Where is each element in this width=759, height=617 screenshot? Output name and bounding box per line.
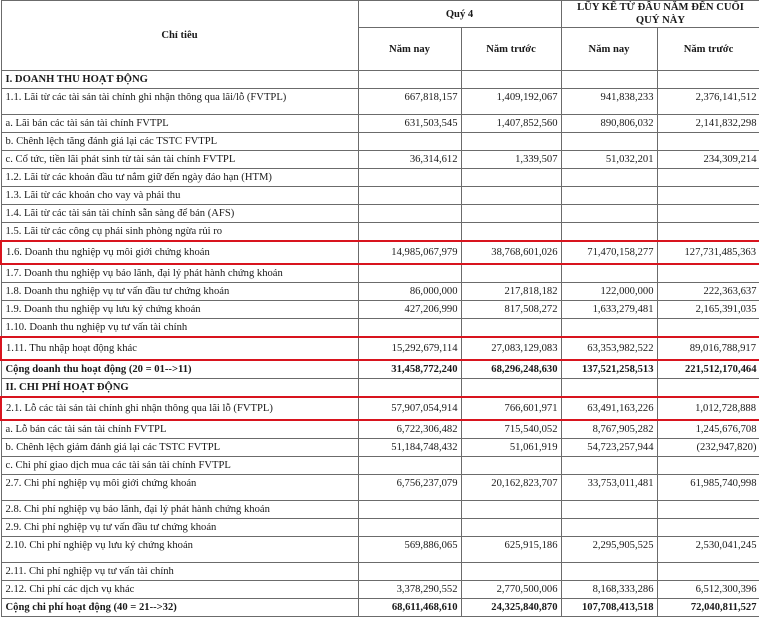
cumulative-this-year-value [561, 205, 657, 223]
row-label: 2.11. Chi phí nghiệp vụ tư vấn tài chính [1, 563, 358, 581]
row-label: a. Lỗ bán các tài sản tài chính FVTPL [1, 420, 358, 439]
cumulative-last-year-value [657, 519, 759, 537]
row-label: 2.1. Lỗ các tài sản tài chính ghi nhận thông qua lãi lỗ (FVTPL) [1, 397, 358, 420]
quarter-last-year-value [461, 519, 561, 537]
quarter-last-year-value: 68,296,248,630 [461, 360, 561, 379]
row-label: 2.10. Chi phí nghiệp vụ lưu ký chứng khoán [1, 537, 358, 563]
cumulative-last-year-value: 127,731,485,363 [657, 241, 759, 264]
quarter-this-year-value: 51,184,748,432 [358, 439, 461, 457]
cumulative-last-year-value [657, 133, 759, 151]
cumulative-last-year-value [657, 457, 759, 475]
table-row [1, 241, 759, 264]
quarter-last-year-value [461, 379, 561, 398]
quarter-this-year-value [358, 501, 461, 519]
quarter-this-year-value: 6,756,237,079 [358, 475, 461, 501]
table-row [1, 457, 759, 475]
quarter-last-year-value: 27,083,129,083 [461, 337, 561, 360]
quarter-this-year-value: 86,000,000 [358, 283, 461, 301]
quarter-this-year-value: 427,206,990 [358, 301, 461, 319]
cumulative-last-year-value: 234,309,214 [657, 151, 759, 169]
row-label: 1.4. Lãi từ các tài sản tài chính sẵn sàng để bán (AFS) [1, 205, 358, 223]
row-label: 2.7. Chi phí nghiệp vụ môi giới chứng khoán [1, 475, 358, 501]
cumulative-this-year-value: 63,353,982,522 [561, 337, 657, 360]
quarter-last-year-value: 51,061,919 [461, 439, 561, 457]
quarter-this-year-value [358, 71, 461, 89]
table-row [1, 475, 759, 501]
cumulative-this-year-value [561, 319, 657, 338]
cumulative-this-year-value: 63,491,163,226 [561, 397, 657, 420]
header-quarter-this-year: Năm nay [358, 28, 461, 71]
table-row [1, 501, 759, 519]
quarter-last-year-value: 715,540,052 [461, 420, 561, 439]
total-row [1, 360, 759, 379]
table-row [1, 89, 759, 115]
cumulative-last-year-value [657, 223, 759, 242]
quarter-this-year-value [358, 379, 461, 398]
quarter-last-year-value: 625,915,186 [461, 537, 561, 563]
cumulative-last-year-value [657, 169, 759, 187]
row-label: 1.6. Doanh thu nghiệp vụ môi giới chứng khoán [1, 241, 358, 264]
table-row [1, 264, 759, 283]
row-label: c. Chi phí giao dịch mua các tài sản tài chính FVTPL [1, 457, 358, 475]
row-label: 1.11. Thu nhập hoạt động khác [1, 337, 358, 360]
row-label: Cộng doanh thu hoạt động (20 = 01-->11) [1, 360, 358, 379]
row-label: b. Chênh lệch giảm đánh giá lại các TSTC FVTPL [1, 439, 358, 457]
row-label: I. DOANH THU HOẠT ĐỘNG [1, 71, 358, 89]
row-label: 2.12. Chi phí các dịch vụ khác [1, 581, 358, 599]
quarter-this-year-value: 57,907,054,914 [358, 397, 461, 420]
table-row [1, 537, 759, 563]
row-label: 1.9. Doanh thu nghiệp vụ lưu ký chứng khoán [1, 301, 358, 319]
quarter-last-year-value [461, 187, 561, 205]
quarter-last-year-value [461, 457, 561, 475]
row-label: a. Lãi bán các tài sản tài chính FVTPL [1, 115, 358, 133]
table-row [1, 301, 759, 319]
row-label: 1.10. Doanh thu nghiệp vụ tư vấn tài chính [1, 319, 358, 338]
cumulative-last-year-value [657, 563, 759, 581]
cumulative-this-year-value [561, 519, 657, 537]
quarter-this-year-value: 68,611,468,610 [358, 599, 461, 617]
quarter-last-year-value: 766,601,971 [461, 397, 561, 420]
header-cumulative-this-year: Năm nay [561, 28, 657, 71]
cumulative-last-year-value: 1,245,676,708 [657, 420, 759, 439]
cumulative-this-year-value: 1,633,279,481 [561, 301, 657, 319]
quarter-this-year-value [358, 264, 461, 283]
row-label: 1.3. Lãi từ các khoản cho vay và phải thu [1, 187, 358, 205]
cumulative-last-year-value: (232,947,820) [657, 439, 759, 457]
quarter-this-year-value: 569,886,065 [358, 537, 461, 563]
quarter-last-year-value: 1,339,507 [461, 151, 561, 169]
cumulative-this-year-value: 890,806,032 [561, 115, 657, 133]
quarter-last-year-value: 1,409,192,067 [461, 89, 561, 115]
cumulative-last-year-value: 221,512,170,464 [657, 360, 759, 379]
section-header-row [1, 71, 759, 89]
row-label: 1.8. Doanh thu nghiệp vụ tư vấn đầu tư chứng khoán [1, 283, 358, 301]
quarter-this-year-value [358, 519, 461, 537]
quarter-last-year-value [461, 264, 561, 283]
cumulative-this-year-value [561, 169, 657, 187]
cumulative-this-year-value: 137,521,258,513 [561, 360, 657, 379]
quarter-last-year-value: 24,325,840,870 [461, 599, 561, 617]
quarter-last-year-value: 817,508,272 [461, 301, 561, 319]
quarter-last-year-value [461, 563, 561, 581]
cumulative-last-year-value: 222,363,637 [657, 283, 759, 301]
quarter-this-year-value [358, 205, 461, 223]
table-row [1, 319, 759, 338]
cumulative-last-year-value [657, 319, 759, 338]
table-row [1, 169, 759, 187]
table-row [1, 337, 759, 360]
header-quarter: Quý 4 [358, 1, 561, 28]
cumulative-this-year-value [561, 71, 657, 89]
table-row [1, 439, 759, 457]
cumulative-this-year-value: 8,767,905,282 [561, 420, 657, 439]
cumulative-last-year-value [657, 264, 759, 283]
header-cumulative-last-year: Năm trước [657, 28, 759, 71]
quarter-this-year-value [358, 563, 461, 581]
cumulative-this-year-value: 122,000,000 [561, 283, 657, 301]
cumulative-last-year-value: 6,512,300,396 [657, 581, 759, 599]
quarter-this-year-value: 667,818,157 [358, 89, 461, 115]
table-row [1, 581, 759, 599]
cumulative-last-year-value [657, 501, 759, 519]
quarter-this-year-value [358, 169, 461, 187]
quarter-this-year-value: 6,722,306,482 [358, 420, 461, 439]
row-label: 1.2. Lãi từ các khoản đầu tư nắm giữ đến ngày đáo hạn (HTM) [1, 169, 358, 187]
row-label: 2.8. Chi phí nghiệp vụ bảo lãnh, đại lý phát hành chứng khoán [1, 501, 358, 519]
cumulative-last-year-value [657, 205, 759, 223]
cumulative-this-year-value: 2,295,905,525 [561, 537, 657, 563]
row-label: c. Cổ tức, tiền lãi phát sinh từ tài sản tài chính FVTPL [1, 151, 358, 169]
cumulative-this-year-value [561, 501, 657, 519]
row-label: 2.9. Chi phí nghiệp vụ tư vấn đầu tư chứng khoán [1, 519, 358, 537]
total-row [1, 599, 759, 617]
quarter-last-year-value: 38,768,601,026 [461, 241, 561, 264]
row-label: b. Chênh lệch tăng đánh giá lại các TSTC FVTPL [1, 133, 358, 151]
table-row [1, 187, 759, 205]
cumulative-last-year-value: 89,016,788,917 [657, 337, 759, 360]
row-label: Cộng chi phí hoạt động (40 = 21-->32) [1, 599, 358, 617]
cumulative-last-year-value: 2,376,141,512 [657, 89, 759, 115]
table-row [1, 397, 759, 420]
cumulative-last-year-value [657, 187, 759, 205]
cumulative-last-year-value [657, 71, 759, 89]
quarter-last-year-value: 20,162,823,707 [461, 475, 561, 501]
cumulative-last-year-value: 61,985,740,998 [657, 475, 759, 501]
cumulative-last-year-value: 72,040,811,527 [657, 599, 759, 617]
quarter-this-year-value: 31,458,772,240 [358, 360, 461, 379]
header-cumulative: LŨY KẾ TỪ ĐẦU NĂM ĐẾN CUỐI QUÝ NÀY [561, 1, 759, 28]
quarter-last-year-value [461, 319, 561, 338]
quarter-this-year-value [358, 187, 461, 205]
header-indicator: Chỉ tiêu [1, 1, 358, 71]
section-header-row [1, 379, 759, 398]
quarter-last-year-value [461, 169, 561, 187]
cumulative-this-year-value [561, 563, 657, 581]
quarter-this-year-value [358, 133, 461, 151]
cumulative-this-year-value [561, 457, 657, 475]
quarter-last-year-value: 2,770,500,006 [461, 581, 561, 599]
cumulative-this-year-value [561, 187, 657, 205]
quarter-this-year-value: 15,292,679,114 [358, 337, 461, 360]
row-label: 1.7. Doanh thu nghiệp vụ bảo lãnh, đại lý phát hành chứng khoán [1, 264, 358, 283]
quarter-last-year-value [461, 133, 561, 151]
table-row [1, 283, 759, 301]
row-label: 1.1. Lãi từ các tài sản tài chính ghi nhận thông qua lãi/lỗ (FVTPL) [1, 89, 358, 115]
cumulative-last-year-value: 2,530,041,245 [657, 537, 759, 563]
quarter-this-year-value: 14,985,067,979 [358, 241, 461, 264]
cumulative-last-year-value: 2,165,391,035 [657, 301, 759, 319]
quarter-this-year-value: 36,314,612 [358, 151, 461, 169]
table-row [1, 420, 759, 439]
quarter-last-year-value [461, 223, 561, 242]
quarter-this-year-value [358, 319, 461, 338]
row-label: II. CHI PHÍ HOẠT ĐỘNG [1, 379, 358, 398]
quarter-this-year-value: 631,503,545 [358, 115, 461, 133]
table-row [1, 133, 759, 151]
cumulative-this-year-value: 8,168,333,286 [561, 581, 657, 599]
cumulative-this-year-value [561, 133, 657, 151]
quarter-this-year-value [358, 223, 461, 242]
quarter-last-year-value [461, 205, 561, 223]
cumulative-this-year-value: 71,470,158,277 [561, 241, 657, 264]
cumulative-this-year-value: 54,723,257,944 [561, 439, 657, 457]
table-row [1, 519, 759, 537]
table-row [1, 223, 759, 242]
quarter-last-year-value [461, 501, 561, 519]
quarter-last-year-value: 217,818,182 [461, 283, 561, 301]
cumulative-last-year-value [657, 379, 759, 398]
table-row [1, 563, 759, 581]
quarter-last-year-value [461, 71, 561, 89]
cumulative-this-year-value [561, 379, 657, 398]
cumulative-last-year-value: 2,141,832,298 [657, 115, 759, 133]
table-row [1, 151, 759, 169]
cumulative-this-year-value: 107,708,413,518 [561, 599, 657, 617]
table-row [1, 115, 759, 133]
cumulative-this-year-value: 941,838,233 [561, 89, 657, 115]
cumulative-this-year-value [561, 264, 657, 283]
table-row [1, 205, 759, 223]
cumulative-this-year-value: 51,032,201 [561, 151, 657, 169]
cumulative-this-year-value: 33,753,011,481 [561, 475, 657, 501]
cumulative-last-year-value: 1,012,728,888 [657, 397, 759, 420]
header-quarter-last-year: Năm trước [461, 28, 561, 71]
quarter-last-year-value: 1,407,852,560 [461, 115, 561, 133]
quarter-this-year-value: 3,378,290,552 [358, 581, 461, 599]
row-label: 1.5. Lãi từ các công cụ phái sinh phòng ngừa rủi ro [1, 223, 358, 242]
quarter-this-year-value [358, 457, 461, 475]
cumulative-this-year-value [561, 223, 657, 242]
